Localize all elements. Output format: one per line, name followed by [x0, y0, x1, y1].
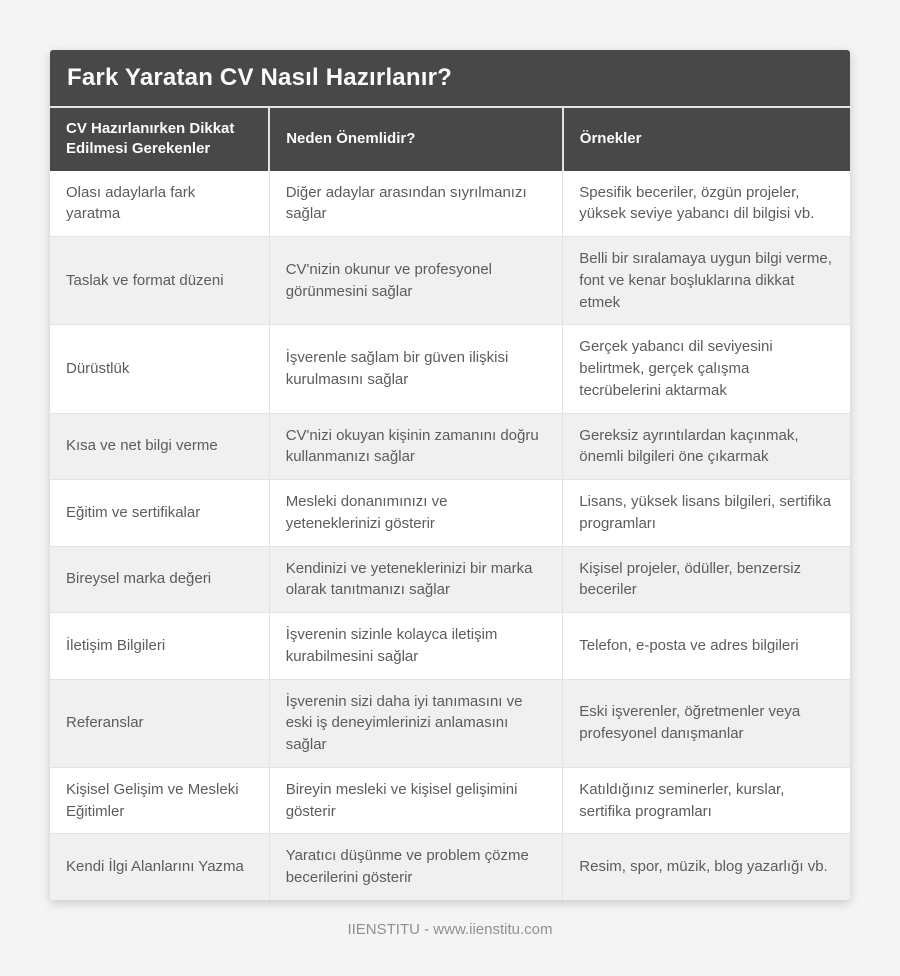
page [0, 50, 900, 938]
cell-examples: Lisans, yüksek lisans bilgileri, sertifika programları [563, 480, 850, 547]
table-row [50, 546, 850, 613]
cell-why: Mesleki donanımınızı ve yeteneklerinizi gösterir [269, 480, 563, 547]
table-row [50, 325, 850, 413]
cell-topic: Kendi İlgi Alanlarını Yazma [50, 834, 269, 900]
cell-examples: Belli bir sıralamaya uygun bilgi verme, font ve kenar boşluklarına dikkat etmek [563, 237, 850, 325]
cell-examples: Kişisel projeler, ödüller, benzersiz beceriler [563, 546, 850, 613]
cv-table-card [50, 50, 850, 900]
column-header-topic: CV Hazırlanırken Dikkat Edilmesi Gerekenler [50, 108, 269, 171]
page-title: Fark Yaratan CV Nasıl Hazırlanır? [50, 50, 850, 108]
cell-topic: Eğitim ve sertifikalar [50, 480, 269, 547]
table-row [50, 237, 850, 325]
cell-examples: Spesifik beceriler, özgün projeler, yüksek seviye yabancı dil bilgisi vb. [563, 171, 850, 237]
cell-why: Diğer adaylar arasından sıyrılmanızı sağlar [269, 171, 563, 237]
cell-examples: Gereksiz ayrıntılardan kaçınmak, önemli bilgileri öne çıkarmak [563, 413, 850, 480]
cell-topic: Kişisel Gelişim ve Mesleki Eğitimler [50, 767, 269, 834]
cell-why: CV'nizin okunur ve profesyonel görünmesini sağlar [269, 237, 563, 325]
cell-examples: Telefon, e-posta ve adres bilgileri [563, 613, 850, 680]
table-row [50, 413, 850, 480]
table-row [50, 613, 850, 680]
cell-why: İşverenin sizinle kolayca iletişim kurabilmesini sağlar [269, 613, 563, 680]
cell-topic: Kısa ve net bilgi verme [50, 413, 269, 480]
table-body [50, 171, 850, 900]
cell-examples: Eski işverenler, öğretmenler veya profesyonel danışmanlar [563, 679, 850, 767]
cell-why: İşverenin sizi daha iyi tanımasını ve eski iş deneyimlerinizi anlamasını sağlar [269, 679, 563, 767]
table-row [50, 171, 850, 237]
cell-why: Yaratıcı düşünme ve problem çözme becerilerini gösterir [269, 834, 563, 900]
cell-topic: Dürüstlük [50, 325, 269, 413]
cell-topic: Taslak ve format düzeni [50, 237, 269, 325]
cell-why: İşverenle sağlam bir güven ilişkisi kurulmasını sağlar [269, 325, 563, 413]
cell-topic: Bireysel marka değeri [50, 546, 269, 613]
cell-why: CV'nizi okuyan kişinin zamanını doğru kullanmanızı sağlar [269, 413, 563, 480]
cell-examples: Katıldığınız seminerler, kurslar, sertifika programları [563, 767, 850, 834]
cell-why: Bireyin mesleki ve kişisel gelişimini gösterir [269, 767, 563, 834]
cell-examples: Gerçek yabancı dil seviyesini belirtmek, gerçek çalışma tecrübelerini aktarmak [563, 325, 850, 413]
cell-why: Kendinizi ve yeteneklerinizi bir marka olarak tanıtmanızı sağlar [269, 546, 563, 613]
column-header-examples: Örnekler [563, 108, 850, 171]
table-header-row [50, 108, 850, 171]
cell-examples: Resim, spor, müzik, blog yazarlığı vb. [563, 834, 850, 900]
cell-topic: Referanslar [50, 679, 269, 767]
table-row [50, 767, 850, 834]
cell-topic: Olası adaylarla fark yaratma [50, 171, 269, 237]
cell-topic: İletişim Bilgileri [50, 613, 269, 680]
footer-credit: IIENSTITU - www.iienstitu.com [347, 920, 553, 938]
table-row [50, 679, 850, 767]
cv-table [50, 108, 850, 900]
table-row [50, 480, 850, 547]
table-row [50, 834, 850, 900]
column-header-why: Neden Önemlidir? [269, 108, 563, 171]
